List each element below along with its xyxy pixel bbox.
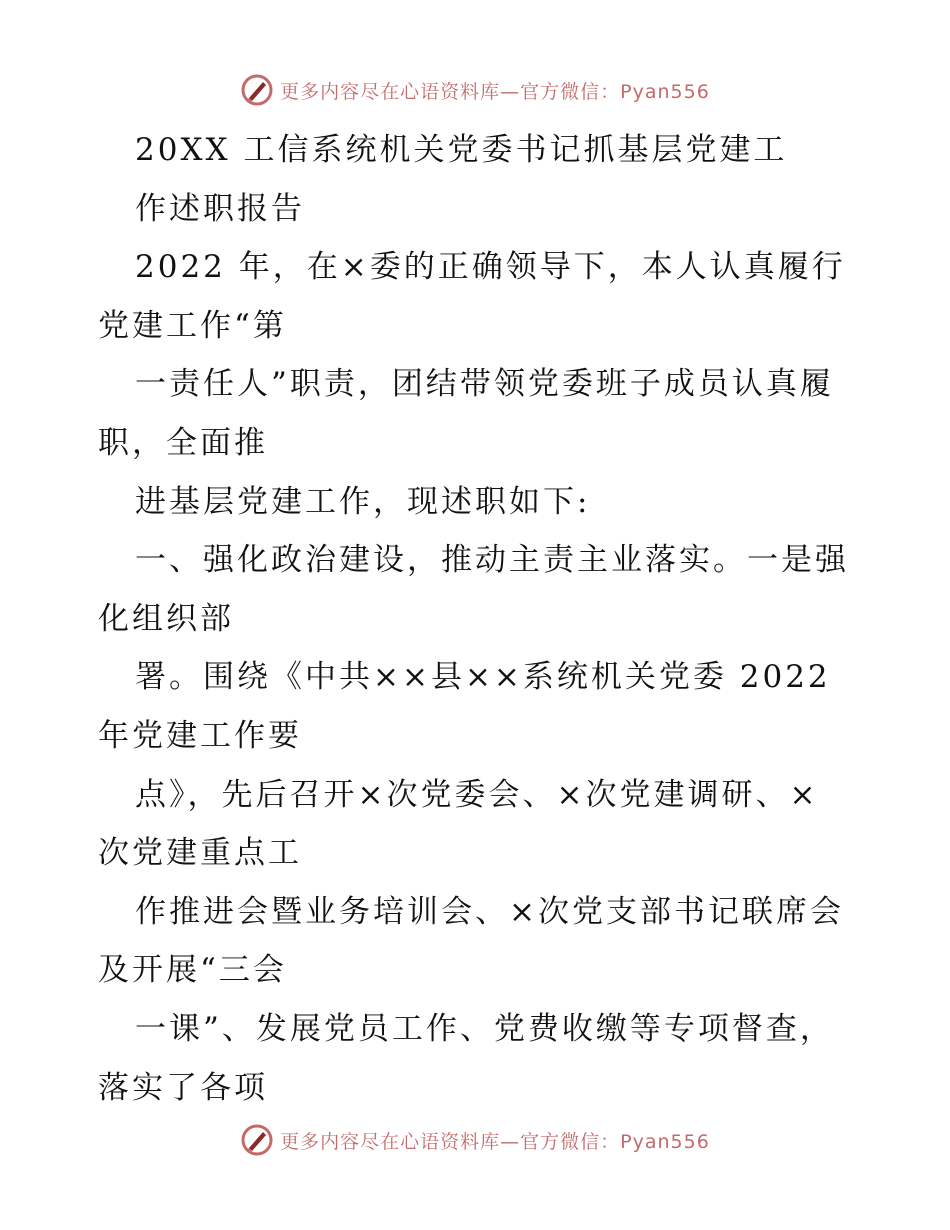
text-line: 党建工作“第 (98, 307, 287, 344)
text-line: 2022 年，在×委的正确领导下，本人认真履行 (135, 249, 846, 286)
text-line: 一责任人”职责，团结带领党委班子成员认真履 (135, 366, 834, 403)
footer-banner-text: 更多内容尽在心语资料库—官方微信：Pyan556 (280, 1130, 710, 1153)
text-line: 作推进会暨业务培训会、×次党支部书记联席会 (135, 893, 844, 930)
text-line: 年党建工作要 (98, 717, 302, 754)
header-banner-text: 更多内容尽在心语资料库—官方微信：Pyan556 (280, 80, 710, 103)
document-body (98, 121, 858, 1117)
text-line: 一、强化政治建设，推动主责主业落实。一是强 (135, 542, 849, 579)
text-line: 署。围绕《中共××县××系统机关党委 2022 (135, 659, 831, 696)
text-line: 及开展“三会 (98, 952, 287, 989)
pen-seal-icon (240, 73, 274, 107)
text-line: 职，全面推 (98, 424, 268, 461)
text-line: 一课”、发展党员工作、党费收缴等专项督查， (135, 1010, 834, 1047)
text-line: 进基层党建工作，现述职如下: (135, 483, 591, 520)
text-line: 点》，先后召开×次党委会、×次党建调研、× (135, 776, 819, 813)
text-line: 20XX 工信系统机关党委书记抓基层党建工 (135, 132, 788, 168)
text-line: 落实了各项 (98, 1069, 268, 1106)
text-line: 化组织部 (98, 600, 234, 637)
footer-banner (0, 1120, 950, 1160)
text-line: 作述职报告 (135, 190, 305, 227)
text-line: 次党建重点工 (98, 835, 302, 872)
header-banner (0, 70, 950, 110)
pen-seal-icon (240, 1123, 274, 1157)
